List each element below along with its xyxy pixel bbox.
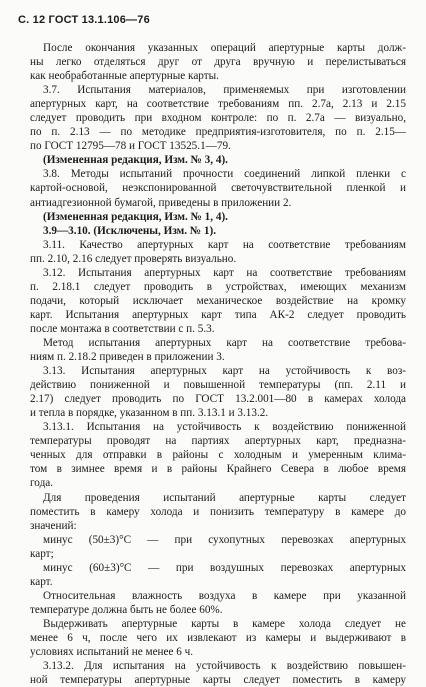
text-line: значений:: [30, 519, 77, 532]
text-line: Метод испытания апертурных карт на соответствие требова-: [43, 336, 406, 349]
text-line: том в зимнее время и в районы Крайнего Севера в любое время: [30, 463, 406, 476]
text-line: 3.13.1. Испытания на устойчивость к воздействию пониженной: [43, 421, 406, 434]
text-line: действию пониженной и повышенной температуры (пп. 2.11 и: [30, 379, 406, 392]
text-line: карт. Испытания апертурных карт типа АК-2 следует проводить: [30, 308, 406, 321]
text-line: Для проведения испытаний апертурные карты следует: [43, 491, 406, 504]
text-line: по ГОСТ 12795—78 и ГОСТ 13525.1—79.: [30, 140, 231, 153]
text-line: ной температуры апертурные карты следует поместить в камеру: [30, 674, 406, 687]
text-line: 3.11. Качество апертурных карт на соответствие требованиям: [43, 238, 406, 251]
text-line: После окончания указанных операций апертурные карты долж-: [43, 42, 406, 54]
text-line: 3.8. Методы испытаний прочности соединений липкой пленки с: [43, 168, 406, 181]
text-line: года.: [30, 477, 54, 490]
text-line: 3.12. Испытания апертурных карт на соответствие требованиям: [43, 266, 406, 279]
list-item: минус (60±3)°С — при воздушных перевозках апертурных: [43, 561, 406, 574]
page-header: С. 12 ГОСТ 13.1.106—76: [18, 14, 150, 26]
text-line: апертурных карт, на соответствие требованиям пп. 2.7а, 2.13 и 2.15: [30, 98, 406, 111]
text-line: Относительная влажность воздуха в камере при указанной: [43, 589, 406, 602]
text-line: поместить в камеру холода и понизить температуру в камере до: [30, 505, 406, 518]
document-body: [30, 41, 406, 687]
text-line: Выдерживать апертурные карты в камере холода следует не: [43, 617, 406, 630]
text-line: условиях испытаний не менее 6 ч.: [30, 646, 194, 659]
text-line: 3.13. Испытания апертурных карт на устойчивость к воз-: [43, 365, 406, 378]
text-line: подачи, который исключает механическое воздействие на кромку: [30, 294, 406, 307]
text-line: ны легко отделяться друг от друга вручную и перелистываться: [30, 56, 406, 69]
text-line: и тепла в порядке, указанном в пп. 3.13.1 и 3.13.2.: [30, 407, 269, 420]
text-line: температуры проводят на партиях апертурных карт, предназна-: [30, 435, 406, 448]
list-item: минус (50±3)°С — при сухопутных перевозках апертурных: [43, 533, 406, 546]
text-line: температуре должна быть не более 60%.: [30, 603, 223, 616]
text-line: 3.13.2. Для испытания на устойчивость к воздействию повышен-: [43, 660, 406, 673]
text-line: после монтажа в соответствии с п. 5.3.: [30, 322, 215, 335]
text-line: карт.: [30, 575, 53, 588]
text-line: картой-основой, неэкспонированной светочувствительной пленкой и: [30, 182, 406, 195]
text-line: пп. 2.10, 2.16 следует проверять визуально.: [30, 252, 237, 265]
text-line: ниям п. 2.18.2 приведен в приложении 3.: [30, 351, 225, 364]
revision-note: (Измененная редакция, Изм. № 1, 4).: [43, 210, 228, 223]
text-line: следует проводить при входном контроле: по п. 2.7а — визуально,: [30, 112, 406, 125]
text-line: по п. 2.13 — по методике предприятия-изготовителя, по п. 2.15—: [30, 126, 406, 139]
text-line: 3.7. Испытания материалов, применяемых при изготовлении: [43, 84, 406, 97]
text-line: ченных для отправки в районы с холодным и умеренным клима-: [30, 449, 406, 462]
text-line: п. 2.18.1 следует проводить в устройствах, имеющих механизм: [30, 280, 406, 293]
text-line: как необработанные апертурные карты.: [30, 70, 219, 83]
text-line: карт;: [30, 547, 54, 560]
text-line: менее 6 ч, после чего их извлекают из камеры и выдерживают в: [30, 631, 406, 644]
text-line: антиадгезионной бумагой, приведены в приложении 2.: [30, 196, 292, 209]
text-line: 2.17) следует проводить по ГОСТ 13.2.001—80 в камерах холода: [30, 393, 406, 406]
revision-note: (Измененная редакция, Изм. № 3, 4).: [43, 154, 228, 167]
excluded-note: 3.9—3.10. (Исключены, Изм. № 1).: [43, 224, 217, 237]
